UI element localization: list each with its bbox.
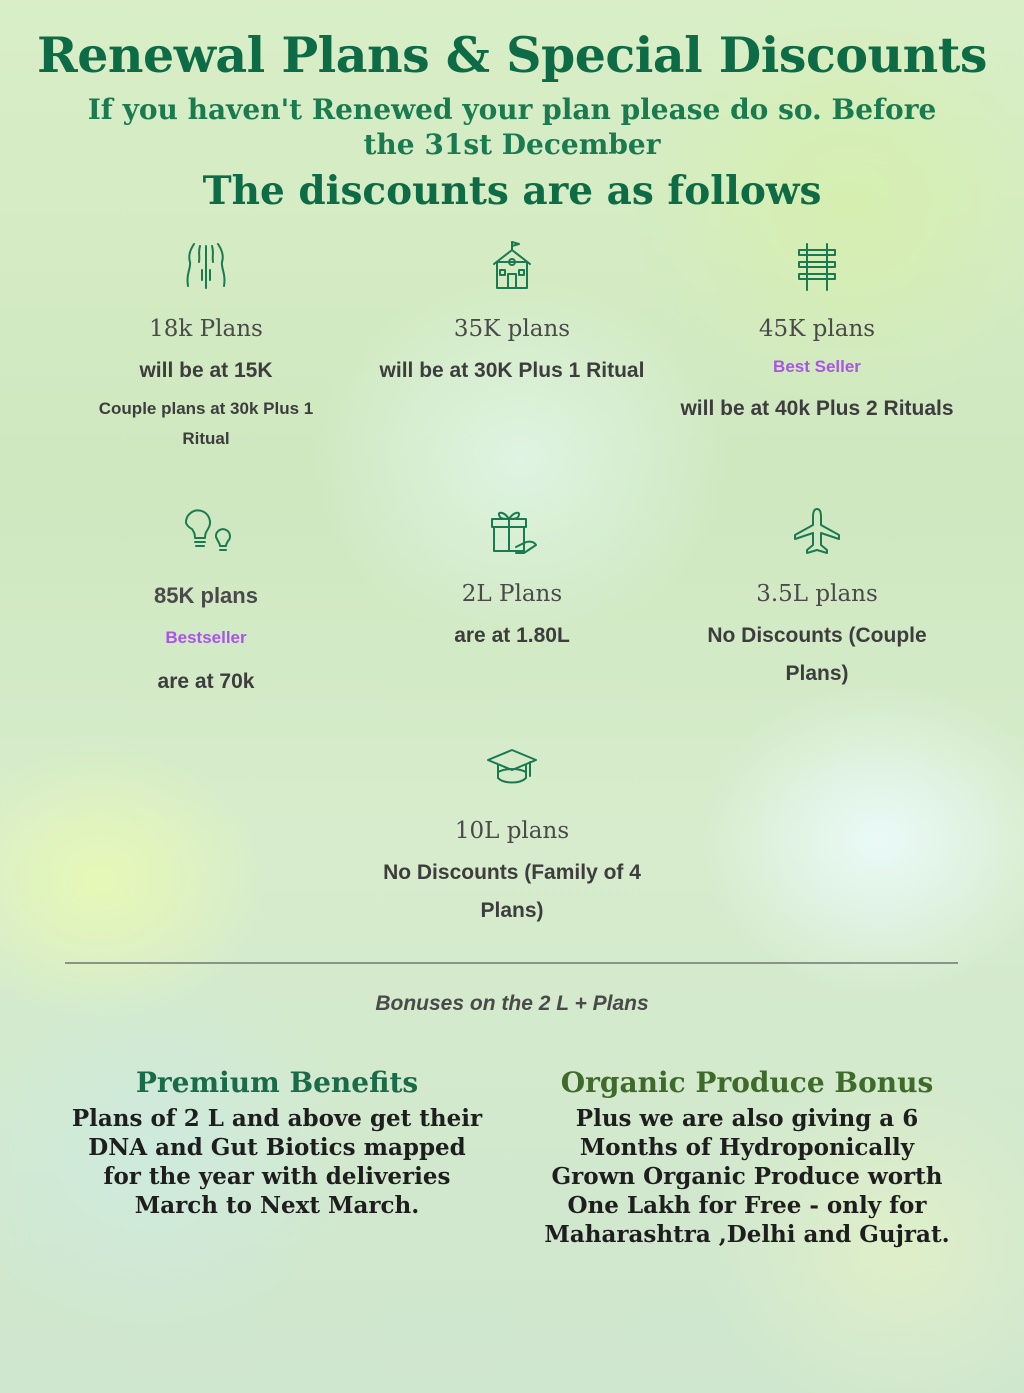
plan-offer: No Discounts (Couple Plans) xyxy=(707,624,927,685)
plan-note: Couple plans at 30k Plus 1 Ritual xyxy=(98,399,314,448)
section-heading: The discounts are as follows xyxy=(202,168,822,214)
plan-offer: will be at 30K Plus 1 Ritual xyxy=(379,359,645,382)
house-icon xyxy=(486,240,538,292)
plan-offer: are at 70k xyxy=(157,670,255,693)
plan-offer: will be at 15K xyxy=(139,359,273,382)
plan-card-18k xyxy=(66,240,346,454)
plan-card-10l xyxy=(372,742,652,930)
plan-name: 45K plans xyxy=(758,316,876,342)
section-divider xyxy=(65,962,958,964)
plan-offer: will be at 40k Plus 2 Rituals xyxy=(680,397,954,420)
plan-name: 2L Plans xyxy=(461,581,563,607)
plan-name: 35K plans xyxy=(453,316,571,342)
ladder-icon xyxy=(791,240,843,292)
plan-name: 85K plans xyxy=(154,583,258,608)
premium-benefits-title: Premium Benefits xyxy=(135,1066,419,1099)
page-subtitle: If you haven't Renewed your plan please do so. Before the 31st December xyxy=(87,93,937,161)
plan-card-2l xyxy=(372,505,652,655)
plan-name: 18k Plans xyxy=(149,316,263,342)
plan-offer: No Discounts (Family of 4 Plans) xyxy=(383,861,641,922)
plan-card-35k xyxy=(372,240,652,390)
lightbulb-icon xyxy=(180,505,232,557)
plan-name: 3.5L plans xyxy=(756,581,878,607)
spine-icon xyxy=(180,240,232,292)
plan-card-45k xyxy=(677,240,957,428)
bestseller-badge: Bestseller xyxy=(165,628,247,647)
organic-bonus-block xyxy=(537,1066,957,1249)
organic-bonus-title: Organic Produce Bonus xyxy=(560,1066,934,1099)
airplane-icon xyxy=(791,505,843,557)
premium-benefits-block xyxy=(67,1066,487,1220)
bonuses-heading: Bonuses on the 2 L + Plans xyxy=(375,992,649,1015)
organic-bonus-body: Plus we are also giving a 6 Months of Hydroponically Grown Organic Produce worth One Lakh for Free - only for Maharashtra ,Delhi and Gujrat. xyxy=(544,1105,950,1248)
best-seller-badge: Best Seller xyxy=(773,357,861,376)
premium-benefits-body: Plans of 2 L and above get their DNA and Gut Biotics mapped for the year with deliveries March to Next March. xyxy=(71,1105,483,1219)
gift-icon xyxy=(486,505,538,557)
plan-card-85k xyxy=(66,505,346,701)
plan-card-3-5l xyxy=(677,505,957,693)
plan-offer: are at 1.80L xyxy=(454,624,570,647)
plan-name: 10L plans xyxy=(454,818,570,844)
page-title: Renewal Plans & Special Discounts xyxy=(37,26,987,84)
graduation-cap-icon xyxy=(486,742,538,794)
